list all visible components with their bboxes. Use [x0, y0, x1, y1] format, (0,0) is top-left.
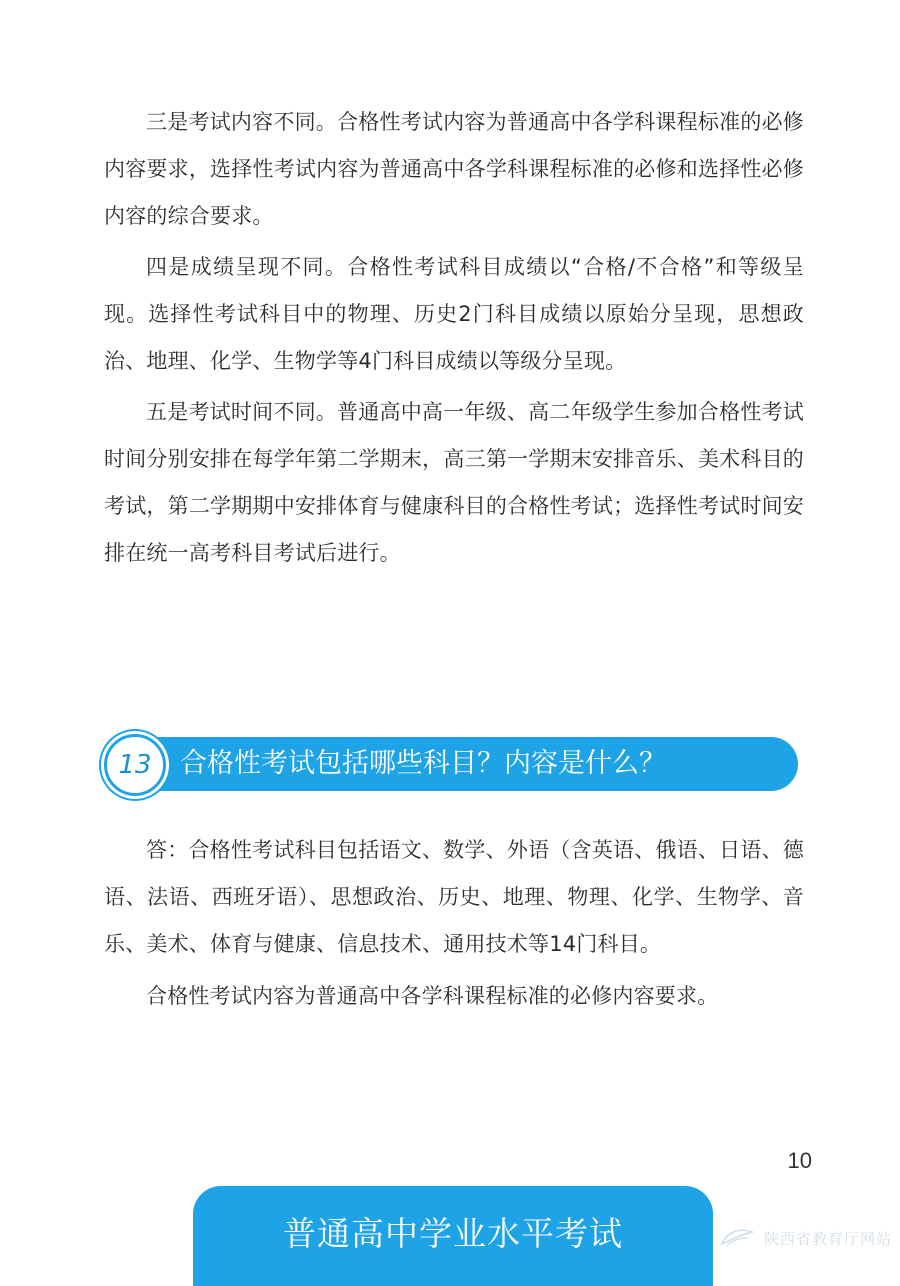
answer-paragraph-content: 合格性考试内容为普通高中各学科课程标准的必修内容要求。 — [146, 984, 719, 1008]
body-paragraph-score-presentation: 四是成绩呈现不同。合格性考试科目成绩以“合格/不合格”和等级呈现。选择性考试科目中的物理、历史2门科目成绩以原始分呈现，思想政治、地理、化学、生物学等4门科目成绩以等级分呈现。 — [104, 255, 804, 373]
watermark-text: 陕西省教育厅网站 — [764, 1229, 893, 1248]
question-heading-bar — [104, 734, 798, 794]
footer-title: 普通高中学业水平考试 — [283, 1214, 623, 1253]
body-paragraph-content-difference: 三是考试内容不同。合格性考试内容为普通高中各学科课程标准的必修内容要求，选择性考试内容为普通高中各学科课程标准的必修和选择性必修内容的综合要求。 — [104, 110, 804, 228]
site-watermark — [718, 1226, 892, 1250]
body-paragraph-exam-time: 五是考试时间不同。普通高中高一年级、高二年级学生参加合格性考试时间分别安排在每学年第二学期末，高三第一学期末安排音乐、美术科目的考试，第二学期期中安排体育与健康科目的合格性考试；选择性考试时间安排在统一高考科目考试后进行。 — [104, 400, 804, 565]
footer-banner — [193, 1186, 713, 1286]
question-number-badge — [104, 734, 166, 796]
leaf-logo-icon — [718, 1226, 758, 1250]
question-number: 13 — [118, 750, 152, 780]
answer-paragraph-subjects: 答：合格性考试科目包括语文、数学、外语（含英语、俄语、日语、德语、法语、西班牙语）、思想政治、历史、地理、物理、化学、生物学、音乐、美术、体育与健康、信息技术、通用技术等14门科目。 — [104, 838, 804, 956]
question-title: 合格性考试包括哪些科目？内容是什么？ — [180, 748, 666, 779]
page-number: 10 — [787, 1148, 812, 1173]
